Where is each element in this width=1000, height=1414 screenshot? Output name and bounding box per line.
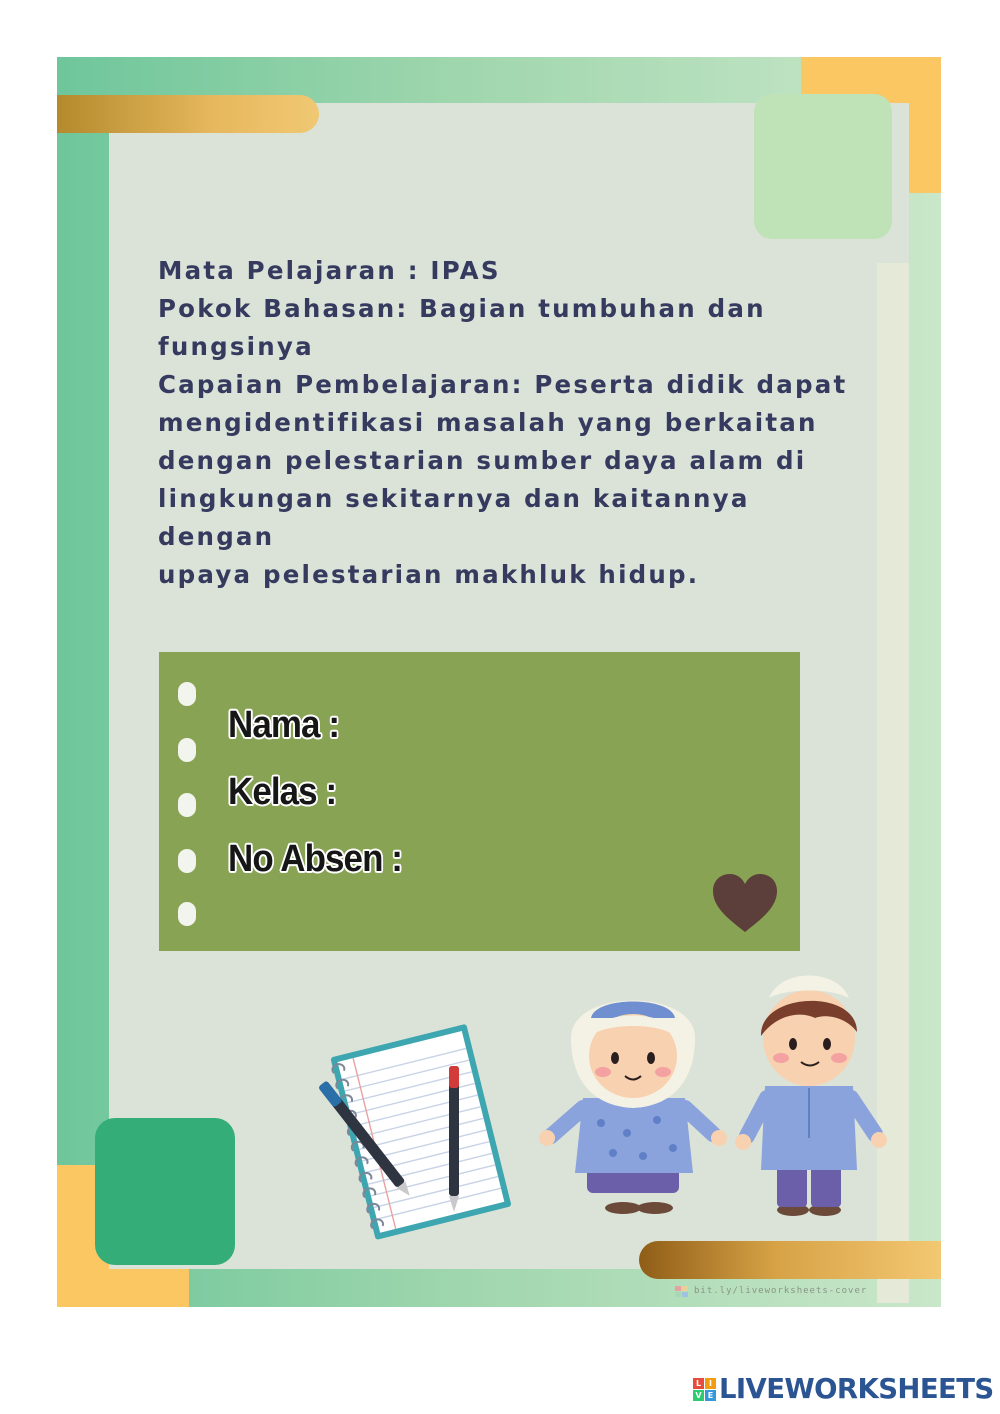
decor-mint-square: [754, 94, 892, 239]
watermark-text: bit.ly/liveworksheets-cover: [694, 1286, 868, 1296]
notebook-illustration: [300, 1018, 525, 1243]
binder-hole: [178, 793, 196, 817]
logo-letter: I: [705, 1378, 716, 1389]
decor-gold-bar-bottom: [639, 1241, 941, 1279]
binder-hole: [178, 738, 196, 762]
heart-icon: [710, 872, 780, 934]
info-line: upaya pelestarian makhluk hidup.: [158, 560, 700, 589]
field-no-absen-label: No Absen :: [228, 838, 403, 880]
binder-hole: [178, 682, 196, 706]
info-line: mengidentifikasi masalah yang berkaitan: [158, 408, 818, 437]
info-line: Mata Pelajaran : IPAS: [158, 256, 501, 285]
binder-hole: [178, 849, 196, 873]
brand-name: LIVEWORKSHEETS: [719, 1373, 994, 1405]
girl-figure: [539, 1001, 727, 1215]
info-line: fungsinya: [158, 332, 314, 361]
lesson-info: [158, 252, 858, 594]
info-line: Pokok Bahasan: Bagian tumbuhan dan: [158, 294, 766, 323]
info-line: lingkungan sekitarnya dan kaitannya dengan: [158, 484, 750, 551]
children-illustration: [535, 958, 895, 1223]
wm-logo-cell: [682, 1286, 688, 1291]
logo-letter: V: [693, 1390, 704, 1401]
boy-figure: [735, 976, 887, 1217]
decor-gold-bar-top: [57, 95, 319, 133]
watermark-logo-icon: [675, 1286, 688, 1297]
info-line: dengan pelestarian sumber daya alam di: [158, 446, 807, 475]
logo-letter: L: [693, 1378, 704, 1389]
decor-green-square: [95, 1118, 235, 1265]
field-kelas-label: Kelas :: [228, 771, 337, 813]
binder-hole: [178, 902, 196, 926]
liveworksheets-brand: [693, 1372, 994, 1406]
wm-logo-cell: [675, 1292, 681, 1297]
logo-letter: E: [705, 1390, 716, 1401]
info-line: Capaian Pembelajaran: Peserta didik dapat: [158, 370, 848, 399]
liveworksheets-logo-icon: [693, 1378, 716, 1401]
wm-logo-cell: [675, 1286, 681, 1291]
wm-logo-cell: [682, 1292, 688, 1297]
watermark: [675, 1285, 937, 1297]
student-name-card: [159, 652, 800, 951]
field-nama-label: Nama :: [228, 704, 340, 746]
